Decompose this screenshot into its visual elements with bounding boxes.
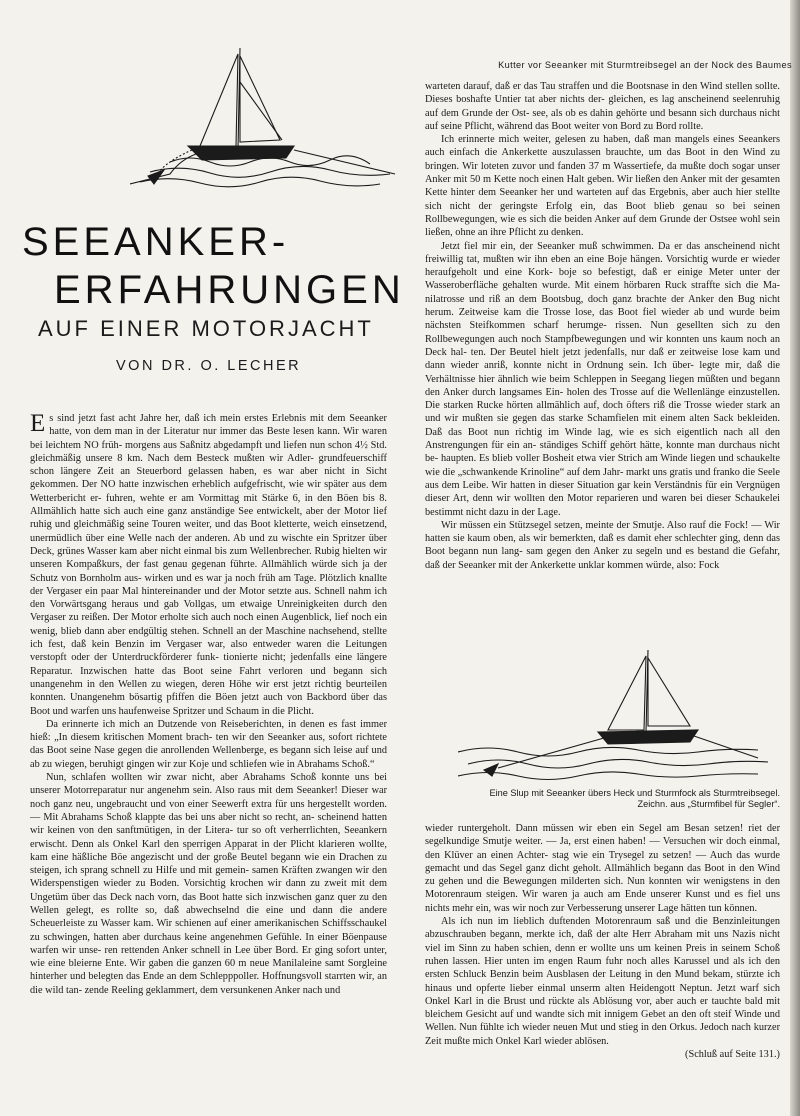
paragraph: Nun, schlafen wollten wir zwar nicht, aber Abrahams Schoß konnte uns bei unserer Motorreparatur nur angenehm sein. Also raus mit dem Seeanker! Dieser war noch ganz neu, ungebraucht und von einer Seewerft extra für uns hergestellt worden. — Mit Abrahams Schoß klappte das bei uns aber nicht so recht, an- scheinend hatten wir keinen von den sanftmütigen, in der Litera- tur so oft verherrlichten, Seeankern erwischt. Denn als Onkel Karl den sperrigen Apparat in der Plicht klarieren wollte, kam eine häßliche Böe angezischt und der große Beutel begann wie ein Drachen zu steigen, ich sprang schnell zu Hilfe und mit gemein- samen Kräften zwangen wir den Widerspenstigen wieder zu Boden. Vorsichtig krochen wir dann zu zweit mit dem Ungetüm über das Deck nach vorn, das Boot hatte sich inzwischen ganz quer zu den Wellen gelegt, es rollte so, daß abwechselnd die eine und dann die andere Scheuerleiste zu Wasser kam. Wir schienen auf einer amerikanischen Schiffsschaukel zu schwingen, hatten aber durchaus keine angenehmen Gefühle. In einer Böenpause warfen wir unse- ren rettenden Anker schnell in Lee über Bord. Er ging sofort unter, wie eine bleierne Ente. Wir gaben die ganzen 60 m neue Manilaleine samt Sorgleine hinterher und belegten das Ende an dem Schlepppoller. Hoffnungsvoll starrten wir, an die wild tan- zende Reeling geklammert, dem versunkenen Anker nach und	[30, 772, 387, 996]
paragraph: wieder runtergeholt. Dann müssen wir eben ein Segel am Besan setzen! riet der segelkundige Smutje weiter. — Ja, erst einen haben! — Versuchen wir doch einmal, den Klüver an einen Achter- stag wie ein Trysegel zu setzen! — Auch das wurde gemacht und das Segel ganz dicht geholt. Allmählich begann das Boot in den Wind zu gehen und die Bewegungen milderten sich. Nun konnten wir wenigstens in den Motorenraum steigen. Wir waren ja auch am Ende unserer Kunst und es fiel uns nichts mehr ein, was wir noch zur Verbesserung unserer Lage hätten tun können.	[425, 823, 780, 914]
article-title-line-2: ERFAHRUNGEN	[54, 268, 405, 312]
right-bottom-text-column	[425, 822, 780, 1061]
paragraph: warteten darauf, daß er das Tau straffen und die Bootsnase in den Wind stellen sollte. Dieses boshafte Untier tat aber nichts der- gleichen, es lag anscheinend seelenruhig auf dem Grunde der Ost- see, als ob es dahin gehörte und besann sich durchaus nicht auf seine Pflicht, während das Boot weiter von Bord zu Bord rollte.	[425, 81, 780, 132]
left-text-column	[30, 412, 387, 997]
paragraph: Als ich nun im lieblich duftenden Motorenraum saß und die Benzinleitungen abzuschrauben begann, merkte ich, daß der alte Herr Abraham mit uns Nazis nicht viel im Sinn zu haben schien, denn er wollte uns um keinen Preis in seinem Schoß ruhen lassen. Hier unten im engen Raum fuhr noch alles Karussel und als ich den ersten Schluck Benzin beim Ausblasen der Leitung in den Mund bekam, stürzte ich hinaus und opferte lieber einmal unserm alten Heidengott Neptun. Jetzt warf sich Onkel Karl in die Brust und rückte als Ablösung vor, aber auch er tauchte bald mit bleichem Gesicht auf und wandte sich mit innigem Gebet an den oft steif Winde und Wellen. Nun fühlte ich wieder neuen Mut und stieg in den Orkus. Jedoch nach kurzer Zeit mußte mich Onkel Karl wieder ablösen.	[425, 916, 780, 1047]
article-author: VON DR. O. LECHER	[116, 358, 302, 374]
right-top-text-column	[425, 80, 780, 572]
continuation-note: (Schluß auf Seite 131.)	[685, 1049, 780, 1061]
paragraph: Da erinnerte ich mich an Dutzende von Reiseberichten, in denen es fast immer hieß: „In diesem kritischen Moment brach- ten wir den Seeanker aus, sofort richtete das Boot seine Nase gegen die anrollenden Wellenberge, es begann sich leise auf und ab zu wiegen, beruhigt gingen wir zur Koje und schliefen wie in Abrahams Schoß.“	[30, 718, 387, 770]
paragraph: Wir müssen ein Stützsegel setzen, meinte der Smutje. Also rauf die Fock! — Wir hatten sie kaum oben, als wir bemerkten, daß es damit eher schlechter ging, denn das Boot begann nun lang- sam gegen den Anker zu segeln und es bestand die Gefahr, daß der Seeanker mit der Ankerkette unklar kommen würde, also: Fock	[425, 519, 780, 571]
page-edge-shadow	[790, 0, 800, 1116]
sloop-sea-anchor-illustration	[458, 640, 778, 785]
caption-line: Eine Slup mit Seeanker übers Heck und Sturmfock als Sturmtreibsegel.	[489, 788, 780, 798]
article-title-line-1: SEEANKER-	[22, 220, 290, 264]
drop-cap: E	[30, 410, 46, 437]
paragraph: Es sind jetzt fast acht Jahre her, daß ich mein erstes Erlebnis mit dem Seeanker hatte, von dem man in der Literatur nur immer das Beste lesen kann. Wir waren bei leichtem NO früh- morgens aus Saßnitz abgedampft und liefen nun schon 4½ Std. gleichmäßig unsere 8 km. Nach dem Besteck mußten wir Adler- grundfeuerschiff schon längere Zeit an Steuerbord gelassen haben, es war aber nicht in Sicht gekommen. Der NO hatte inzwischen erheblich aufgefrischt, wie wir später aus dem Wetterbericht er- fuhren, wehte er am Vormittag mit Stärke 6, in den Böen bis 8. Allmählich hatte sich auch eine ganz anständige See entwickelt, aber der Motor lief ruhig und gleichmäßig seine Touren weiter, und das Boot kletterte, weich einsetzend, unermüdlich über eine Welle nach der anderen. Ab und zu wischte ein Spritzer über Deck, grünes Wasser kam aber nicht einmal bis zum Wellenbrecher. Rubig hielten wir unseren Kompaßkurs, der fast genau gegenan führte. Allmählich würde sich ja der Schutz von Bornholm aus- wirken und es war ja noch früh am Tage. Plötzlich knallte der Vergaser ein paar Mal hintereinander und der Motor setzte aus. Schnell nahm ich den Vorwärtsgang heraus und gab Vollgas, um etwaige Unreinigkeiten durch den Vergaser zu reißen. Der Motor erholte sich auch noch einen Augenblick, lief noch ein wenig, blieb dann aber endgültig stehen. Schnell an der Maschine nachsehend, stellte ich fest, daß kein Benzin im Vergaser war, also entweder waren die Leitungen verstopft oder der Unterdruckförderer funk- tionierte nicht; jedenfalls eine längere Reparatur. Inzwischen hatte das Boot seine Fahrt verloren und begann sich unangenehm in den Wellen zu wiegen, deren Höhe wir erst jetzt richtig beurteilen konnten. Unangenehm bösartig pfiffen die Böen jetzt auch von Backbord über das Boot und warfen uns haufenweise Spritzer und Schaum in die Plicht.	[30, 410, 387, 717]
paragraph: Jetzt fiel mir ein, der Seeanker muß schwimmen. Da er das anscheinend nicht freiwillig tat, mußten wir ihn eben an eine Boje hängen. Vorsichtig wurde er wieder heraufgeholt und eine Kork- boje so befestigt, daß er einige Meter unter der Wasseroberfläche gehalten wurde. Mit einem hörbaren Ruck straffte sich die Ma- nilatrosse und riß an dem Bootsbug, doch ganz brachte der Anker den Bug nicht herum. Zeitweise kam die Trosse lose, das Boot fiel wieder ab und wurde beim nächsten Steifkommen scharf herumge- rissen. Nun gesellten sich zu den Rollbewegungen auch noch Stampfbewegungen und wir konnten uns kaum noch an Deck hal- ten. Der Beutel hielt jetzt jedenfalls, nur daß er zeitweise lose kam und dann wieder anriß, konnte nicht in Ordnung sein. Ich über- legte mir, daß die Verhältnisse hier ähnlich wie beim Schleppen in Seegang liegen müßten und begann den Anker durch langsames Ein- holen des Trosse auf die Wellenlänge einzustellen. Die starken Rucke hörten allmählich auf, doch öfters riß die Trosse wieder stark an und wir mußten sie gegen das starke Schamfielen mit einem alten Sack bekleiden. Daß das Boot nun richtig im Winde lag, wie es sich eigentlich nach all den Anstrengungen für ein an- ständiges Schiff gehört hätte, konnte man durchaus nicht be- haupten. Es blieb voller Bosheit etwa vier Strich am Winde liegen und schaukelte wie die „schwankende Krinoline“ auf dem Jahr- markt uns gratis und franko die Seele aus dem Leibe. Wir hatten in dieser Situation gar kein Verständnis für ein Vergnügen dieser Art, denn wir wollten den Motor reparieren und waren bei dieser Schaukelei bestimmt nicht dazu in der Lage.	[425, 240, 780, 518]
top-illustration-caption: Kutter vor Seeanker mit Sturmtreibsegel an der Nock des Baumes	[498, 60, 792, 70]
cutter-sea-anchor-illustration	[130, 42, 410, 212]
caption-credit: Zeichn. aus „Sturmfibel für Segler“.	[637, 799, 780, 809]
bottom-illustration-caption	[424, 788, 780, 810]
article-subtitle: AUF EINER MOTORJACHT	[38, 316, 374, 341]
paragraph: Ich erinnerte mich weiter, gelesen zu haben, daß man mangels eines Seeankers auch einfach die Ankerkette auszulassen brauchte, um das Boot in den Wind zu bringen. Wir loteten zuvor und fanden 37 m Wassertiefe, da mußte doch sogar unser Anker mit 50 m Kette noch einen Halt geben. Wir ließen den Anker mit der gesamten Kette hinter dem Seeanker her und warteten auf das Ergebnis, aber auch hier stellte sich nicht der geringste Erfolg ein, das Boot blieb genau so bei seinen Rollbewegungen, wie es sich die beiden Anker auf dem Grunde der Ostsee wohl sein ließen, ohne an ihre Pflicht zu denken.	[425, 134, 780, 239]
